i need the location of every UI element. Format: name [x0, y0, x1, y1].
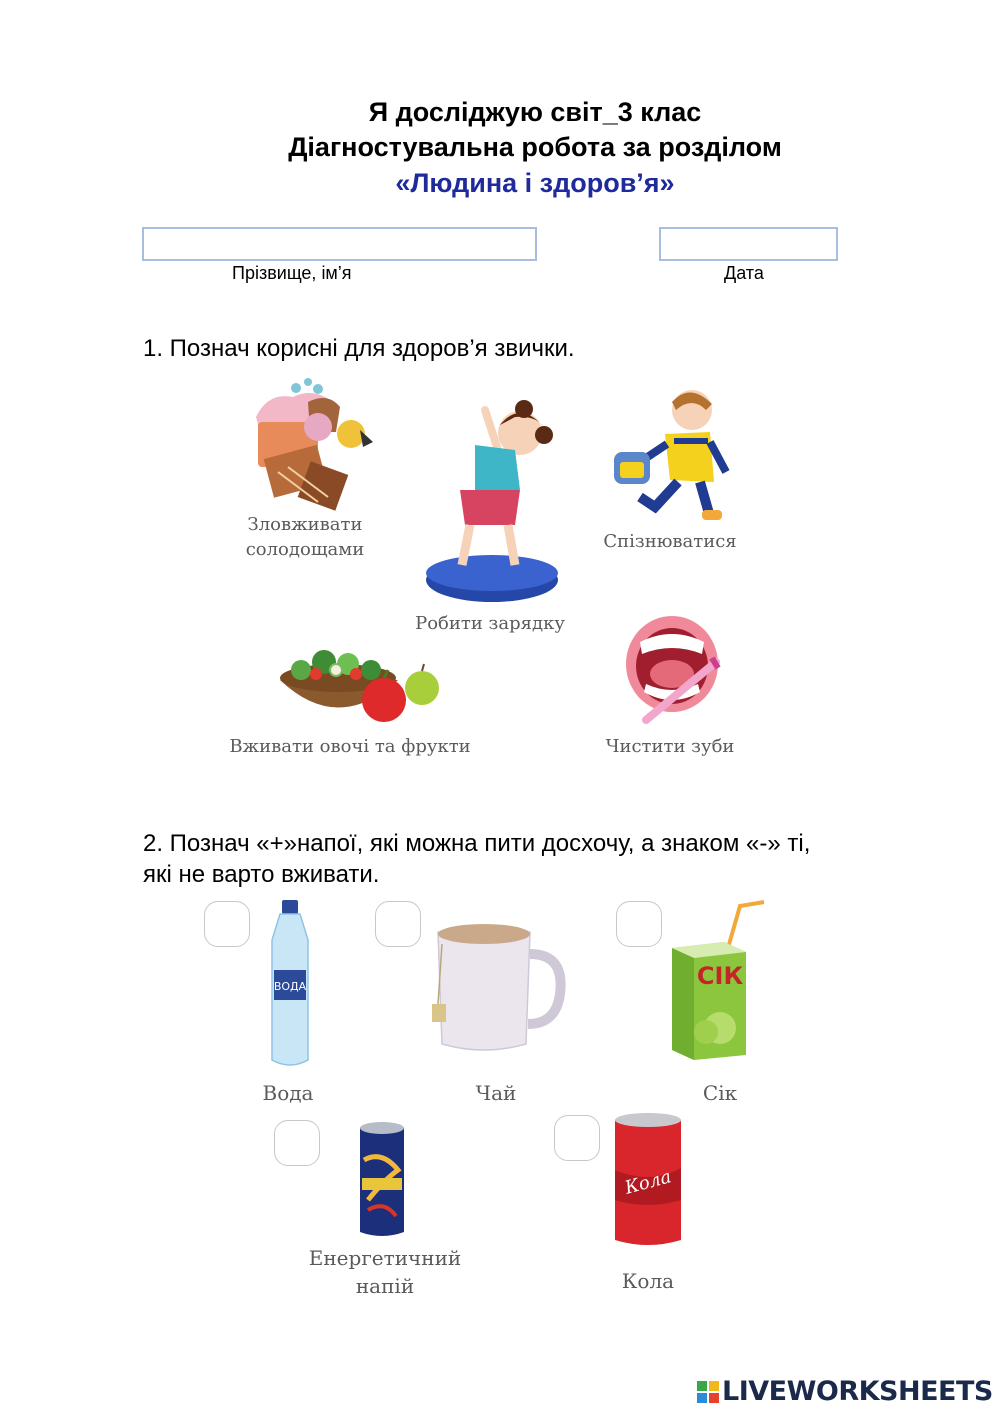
task1-prompt: 1. Познач корисні для здоров’я звички.: [143, 335, 575, 362]
answer-box-water[interactable]: [204, 901, 250, 947]
juice-box-label: СІК: [696, 962, 744, 990]
energy-drink-can-icon: [354, 1120, 410, 1240]
worksheet-title-line2: Діагностувальна робота за розділом: [288, 132, 782, 162]
salad-and-fruit-icon: [276, 640, 446, 730]
worksheet-title-line1: Я досліджую світ_3 клас: [368, 97, 702, 127]
answer-box-tea[interactable]: [375, 901, 421, 947]
habit-sweets-caption-line1: Зловживати: [247, 514, 363, 535]
drink-energy-caption-line1: Енергетичний: [308, 1246, 462, 1270]
drink-cola-caption: Кола: [621, 1269, 675, 1293]
name-field-label: Прізвище, ім’я: [232, 263, 352, 283]
drink-water-caption: Вода: [262, 1081, 314, 1105]
cola-can-label: Кола: [622, 1166, 674, 1199]
habit-sweets-caption-line2: солодощами: [245, 539, 365, 560]
liveworksheets-logo-icon: [697, 1381, 719, 1405]
water-bottle-icon: [262, 900, 318, 1070]
habit-brush-teeth-caption: Чистити зуби: [605, 736, 735, 757]
habit-late-caption: Спізнюватися: [603, 531, 737, 552]
worksheet-topic: «Людина і здоров’я»: [395, 168, 675, 198]
habit-vegetables-caption: Вживати овочі та фрукти: [229, 736, 471, 757]
water-bottle-label: ВОДА: [273, 980, 307, 993]
date-field[interactable]: [659, 227, 838, 261]
tea-mug-icon: [430, 914, 570, 1054]
date-field-label: Дата: [724, 263, 764, 283]
name-field[interactable]: [142, 227, 537, 261]
drink-tea-caption: Чай: [475, 1081, 517, 1105]
mouth-toothbrush-icon: [624, 612, 724, 727]
answer-box-cola[interactable]: [554, 1115, 600, 1161]
answer-box-energy-drink[interactable]: [274, 1120, 320, 1166]
juice-box-icon: [668, 900, 768, 1062]
drink-juice-caption: Сік: [702, 1081, 738, 1105]
habit-exercise-caption: Робити зарядку: [415, 613, 565, 634]
running-boy-icon: [610, 382, 735, 527]
task2-prompt-line2: які не варто вживати.: [143, 861, 380, 888]
answer-box-juice[interactable]: [616, 901, 662, 947]
liveworksheets-brand: LIVEWORKSHEETS: [722, 1376, 993, 1407]
exercising-girl-icon: [420, 395, 565, 605]
cola-can-icon: [611, 1110, 685, 1250]
drink-energy-caption-line2: напій: [355, 1274, 415, 1298]
sweets-icon: [248, 372, 383, 512]
task2-prompt-line1: 2. Познач «+»напої, які можна пити досхочу, а знаком «-» ті,: [143, 830, 811, 857]
